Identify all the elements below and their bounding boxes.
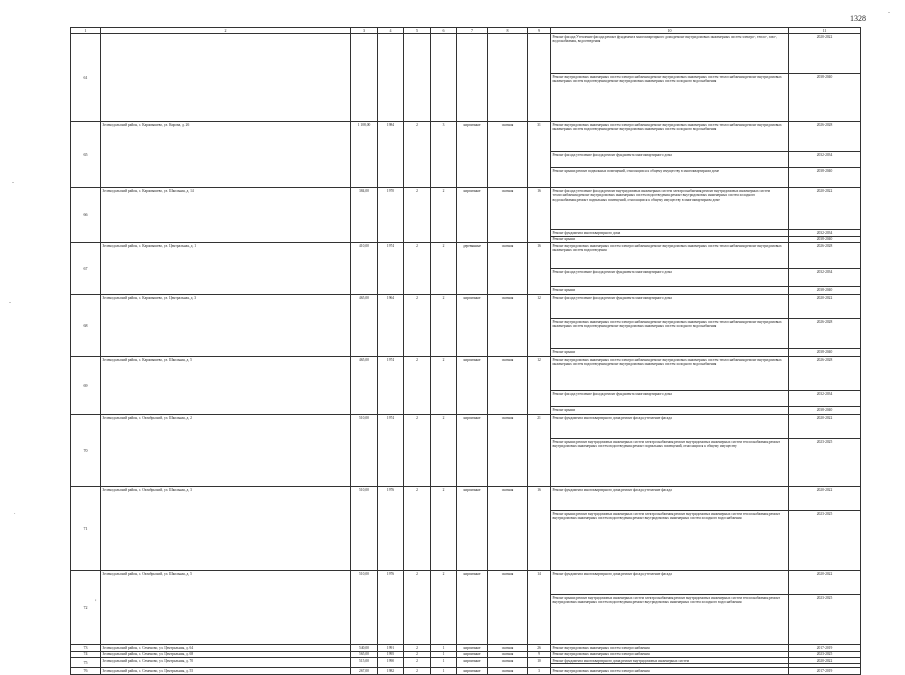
column-number: 7 — [457, 28, 488, 34]
roof-type-cell: скатная — [488, 651, 528, 657]
repair-program-table — [70, 27, 861, 675]
table-row — [71, 243, 861, 269]
area-cell: 510,00 — [351, 487, 378, 571]
period-cell: 2032-2034 — [789, 230, 861, 236]
work-type-cell: Ремонт крыши;ремонт внутридомовых инженерных систем электроснабжения;ремонт внутридомовых инженерных систем теплоснабжения;ремонт внутридомовых инженерных систем водоотведения;ремонт внутридомовых инженерных систем холодного водоснабжения — [551, 511, 789, 571]
area-cell: 410,00 — [351, 243, 378, 295]
address-cell: Зеленодольский район, с. Семеново, ул. Центральная, д. 68 — [101, 651, 351, 657]
address-cell: Зеленодольский район, с. Карамышево, ул. Школьная, д. 14 — [101, 188, 351, 243]
margin-mark: - — [888, 10, 890, 16]
entrances-cell: 2 — [431, 571, 457, 645]
row-number: 71 — [71, 487, 101, 571]
work-type-cell: Ремонт фасада;утепление фасада;ремонт фундамента многоквартирного дома — [551, 391, 789, 407]
roof-type-cell: скатная — [488, 668, 528, 674]
year-built-cell — [378, 34, 404, 122]
flats-cell: 9 — [528, 651, 551, 657]
work-type-cell: Ремонт крыши — [551, 236, 789, 242]
flats-cell: 12 — [528, 295, 551, 357]
page-number: 1328 — [850, 14, 866, 23]
work-type-cell: Ремонт внутридомовых инженерных систем электроснабжения — [551, 645, 789, 651]
flats-cell: 3 — [528, 668, 551, 674]
year-built-cell: 1976 — [378, 487, 404, 571]
area-cell — [351, 34, 378, 122]
work-type-cell: Ремонт внутридомовых инженерных систем электроснабжения;ремонт внутридомовых инженерных систем теплоснабжения;ремонт внутридомовых инженерных систем водоотведения;ремонт внутридомовых инженерных систем холодного водоснабжения — [551, 357, 789, 391]
address-cell: Зеленодольский район, с. Семеново, ул. Центральная, д. 55 — [101, 668, 351, 674]
work-type-cell: Ремонт фасада;утепление фасада;ремонт внутридомовых инженерных систем электроснабжения;ремонт внутридомовых инженерных систем теплоснабжения;ремонт внутридомовых инженерных систем водоотведения;ремонт внутридомовых инженерных систем холодного водоснабжения;ремонт подвальных помещений, относящихся к общему имуществу в многоквартирном доме — [551, 188, 789, 230]
work-type-cell: Ремонт крыши;ремонт подвальных помещений, относящихся к общему имуществу в многоквартирном доме — [551, 168, 789, 188]
roof-type-cell: скатная — [488, 571, 528, 645]
work-type-cell: Ремонт внутридомовых инженерных систем электроснабжения;ремонт внутридомовых инженерных систем теплоснабжения;ремонт внутридомовых инженерных систем водоотведения — [551, 243, 789, 269]
entrances-cell — [431, 34, 457, 122]
wall-material-cell: кирпичные — [457, 122, 488, 188]
work-type-cell: Ремонт фундамента многоквартирного дома;ремонт внутридомовых инженерных систем — [551, 658, 789, 664]
address-cell: Зеленодольский район, с. Семеново, ул. Центральная, д. 70 — [101, 658, 351, 668]
entrances-cell: 1 — [431, 645, 457, 651]
roof-type-cell: скатная — [488, 645, 528, 651]
area-cell: 465,00 — [351, 357, 378, 415]
area-cell: 384,00 — [351, 188, 378, 243]
column-number: 2 — [101, 28, 351, 34]
floors-cell: 2 — [404, 645, 431, 651]
area-cell: 540,00 — [351, 645, 378, 651]
wall-material-cell: кирпичные — [457, 415, 488, 487]
floors-cell: 2 — [404, 571, 431, 645]
address-cell: Зеленодольский район, с. Карамышево, ул. Школьная, д. 5 — [101, 357, 351, 415]
wall-material-cell: кирпичные — [457, 295, 488, 357]
year-built-cell: 1974 — [378, 357, 404, 415]
table-row — [71, 357, 861, 391]
work-type-cell: Ремонт внутридомовых инженерных систем электроснабжения;ремонт внутридомовых инженерных систем теплоснабжения;ремонт внутридомовых инженерных систем водоотведения;ремонт внутридомовых инженерных систем холодного водоснабжения — [551, 122, 789, 152]
address-cell: Зеленодольский район, с. Октябрьский, ул. Школьная, д. 5 — [101, 571, 351, 645]
row-number: 70 — [71, 415, 101, 487]
row-number: 69 — [71, 357, 101, 415]
year-built-cell: 1984 — [378, 122, 404, 188]
column-number: 4 — [378, 28, 404, 34]
work-type-cell: Ремонт фундамента многоквартирного дома;ремонт фасада;утепление фасада — [551, 571, 789, 595]
address-cell: Зеленодольский район, с. Октябрьский, ул. Школьная, д. 3 — [101, 487, 351, 571]
entrances-cell: 1 — [431, 658, 457, 668]
row-number: 68 — [71, 295, 101, 357]
table-row — [71, 415, 861, 439]
period-cell: 2020-2022 — [789, 571, 861, 595]
period-cell: 2023-2025 — [789, 439, 861, 487]
wall-material-cell: кирпичные — [457, 357, 488, 415]
work-type-cell: Ремонт крыши — [551, 407, 789, 415]
year-built-cell: 1982 — [378, 668, 404, 674]
flats-cell: 16 — [528, 243, 551, 295]
period-cell: 2026-2028 — [789, 357, 861, 391]
floors-cell: 2 — [404, 188, 431, 243]
column-number: 5 — [404, 28, 431, 34]
floors-cell: 2 — [404, 122, 431, 188]
year-built-cell: 1970 — [378, 188, 404, 243]
column-number: 11 — [789, 28, 861, 34]
period-cell: 2032-2034 — [789, 152, 861, 168]
floors-cell — [404, 34, 431, 122]
entrances-cell: 2 — [431, 243, 457, 295]
entrances-cell: 2 — [431, 357, 457, 415]
flats-cell: 21 — [528, 415, 551, 487]
area-cell: 515,00 — [351, 658, 378, 668]
wall-material-cell: кирпичные — [457, 645, 488, 651]
period-cell: 2020-2022 — [789, 658, 861, 664]
table-row — [71, 571, 861, 595]
period-cell: 2032-2034 — [789, 269, 861, 287]
period-cell: 2017-2019 — [789, 645, 861, 651]
work-type-cell: Ремонт внутридомовых инженерных систем электроснабжения;ремонт внутридомовых инженерных систем теплоснабжения;ремонт внутридомовых инженерных систем водоотведения;ремонт внутридомовых инженерных систем холодного водоснабжения — [551, 319, 789, 349]
period-cell: 2038-2040 — [789, 236, 861, 242]
flats-cell: 16 — [528, 487, 551, 571]
table-row — [71, 34, 861, 74]
period-cell: 2017-2019 — [789, 668, 861, 674]
year-built-cell: 1964 — [378, 295, 404, 357]
row-number: 73 — [71, 645, 101, 651]
work-type-cell: Ремонт фасада;Утепление фасада;ремонт фундамента многоквартирного дома;ремонт внутридомовых инженерных систем электро-, тепло-, газо-, водоснабжения, водоотведения — [551, 34, 789, 74]
column-number: 8 — [488, 28, 528, 34]
flats-cell: 14 — [528, 571, 551, 645]
table-row — [71, 668, 861, 674]
roof-type-cell: скатная — [488, 487, 528, 571]
period-cell: 2023-2025 — [789, 651, 861, 657]
area-cell: 510,00 — [351, 415, 378, 487]
period-cell: 2038-2040 — [789, 349, 861, 357]
period-cell: 2020-2022 — [789, 295, 861, 319]
wall-material-cell: кирпичные — [457, 571, 488, 645]
roof-type-cell: скатная — [488, 415, 528, 487]
flats-cell: 16 — [528, 188, 551, 243]
wall-material-cell: кирпичные — [457, 668, 488, 674]
roof-type-cell: скатная — [488, 188, 528, 243]
area-cell: 267,00 — [351, 668, 378, 674]
table-row — [71, 295, 861, 319]
period-cell: 2026-2028 — [789, 122, 861, 152]
row-number: 67 — [71, 243, 101, 295]
margin-mark: - — [12, 180, 14, 186]
wall-material-cell: кирпичные — [457, 658, 488, 668]
row-number: 74 — [71, 651, 101, 657]
floors-cell: 2 — [404, 295, 431, 357]
period-cell: 2020-2022 — [789, 188, 861, 230]
flats-cell: 10 — [528, 658, 551, 668]
roof-type-cell: скатная — [488, 122, 528, 188]
floors-cell: 2 — [404, 651, 431, 657]
column-number: 6 — [431, 28, 457, 34]
work-type-cell: Ремонт внутридомовых инженерных систем электроснабжения;ремонт внутридомовых инженерных систем теплоснабжения;ремонт внутридомовых инженерных систем водоотведения;ремонт внутридомовых инженерных систем холодного водоснабжения — [551, 74, 789, 122]
table-row — [71, 122, 861, 152]
floors-cell: 2 — [404, 668, 431, 674]
margin-mark: - — [9, 300, 11, 306]
flats-cell — [528, 34, 551, 122]
floors-cell: 2 — [404, 658, 431, 668]
work-type-cell: Ремонт крыши;ремонт внутридомовых инженерных систем электроснабжения;ремонт внутридомовых инженерных систем теплоснабжения;ремонт внутридомовых инженерных систем водоотведения;ремонт подвальных помещений, относящихся к общему имуществу — [551, 439, 789, 487]
work-type-cell: Ремонт фундамента многоквартирного дома — [551, 230, 789, 236]
entrances-cell: 2 — [431, 188, 457, 243]
floors-cell: 2 — [404, 243, 431, 295]
table-row — [71, 188, 861, 230]
wall-material-cell — [457, 34, 488, 122]
address-cell: Зеленодольский район, с. Карамышево, ул. Центральная, д. 1 — [101, 243, 351, 295]
entrances-cell: 2 — [431, 295, 457, 357]
column-number: 9 — [528, 28, 551, 34]
margin-mark: . — [14, 510, 16, 516]
row-number: 65 — [71, 122, 101, 188]
work-type-cell: Ремонт фасада;утепление фасада;ремонт фундамента многоквартирного дома — [551, 152, 789, 168]
period-cell: 2032-2034 — [789, 391, 861, 407]
work-type-cell: Ремонт внутридомовых инженерных систем электроснабжения — [551, 668, 789, 674]
row-number: 72 — [71, 571, 101, 645]
period-cell: 2038-2040 — [789, 287, 861, 295]
row-number: 61 — [71, 34, 101, 122]
period-cell: 2020-2022 — [789, 415, 861, 439]
flats-cell: 31 — [528, 122, 551, 188]
area-cell: 465,00 — [351, 295, 378, 357]
flats-cell: 26 — [528, 645, 551, 651]
floors-cell: 2 — [404, 415, 431, 487]
floors-cell: 2 — [404, 487, 431, 571]
period-cell: 2038-2040 — [789, 168, 861, 188]
entrances-cell: 1 — [431, 651, 457, 657]
period-cell: 2038-2040 — [789, 74, 861, 122]
row-number: 76 — [71, 668, 101, 674]
area-cell: 565,00 — [351, 651, 378, 657]
address-cell: Зеленодольский район, с. Семеново, ул. Центральная, д. 64 — [101, 645, 351, 651]
column-number: 1 — [71, 28, 101, 34]
work-type-cell: Ремонт крыши;ремонт внутридомовых инженерных систем электроснабжения;ремонт внутридомовых инженерных систем теплоснабжения;ремонт внутридомовых инженерных систем водоотведения;ремонт внутридомовых инженерных систем холодного водоснабжения — [551, 595, 789, 645]
row-number: 66 — [71, 188, 101, 243]
column-number: 3 — [351, 28, 378, 34]
entrances-cell: 1 — [431, 668, 457, 674]
work-type-cell: Ремонт фасада;утепление фасада;ремонт фундамента многоквартирного дома — [551, 295, 789, 319]
year-built-cell: 1991 — [378, 645, 404, 651]
address-cell — [101, 34, 351, 122]
entrances-cell: 3 — [431, 122, 457, 188]
work-type-cell: Ремонт крыши — [551, 287, 789, 295]
floors-cell: 2 — [404, 357, 431, 415]
roof-type-cell: скатная — [488, 295, 528, 357]
work-type-cell: Ремонт крыши — [551, 349, 789, 357]
period-cell: 2020-2022 — [789, 487, 861, 511]
wall-material-cell: кирпичные — [457, 651, 488, 657]
roof-type-cell: скатная — [488, 357, 528, 415]
work-type-cell: Ремонт фасада;утепление фасада;ремонт фундамента многоквартирного дома — [551, 269, 789, 287]
table-row — [71, 487, 861, 511]
table-body — [71, 34, 861, 674]
work-type-cell: Ремонт фундамента многоквартирного дома;ремонт фасада;утепление фасада — [551, 487, 789, 511]
roof-type-cell: скатная — [488, 658, 528, 668]
period-cell: 2023-2025 — [789, 595, 861, 645]
period-cell: 2026-2028 — [789, 319, 861, 349]
year-built-cell: 1995 — [378, 651, 404, 657]
flats-cell: 12 — [528, 357, 551, 415]
area-cell: 510,00 — [351, 571, 378, 645]
entrances-cell: 2 — [431, 487, 457, 571]
row-number: 75 — [71, 658, 101, 668]
address-cell: Зеленодольский район, с. Октябрьский, ул. Школьная, д. 2 — [101, 415, 351, 487]
wall-material-cell: деревянные — [457, 243, 488, 295]
period-cell: 2038-2040 — [789, 407, 861, 415]
year-built-cell: 1990 — [378, 658, 404, 668]
period-cell: 2023-2025 — [789, 511, 861, 571]
column-number: 10 — [551, 28, 789, 34]
roof-type-cell — [488, 34, 528, 122]
work-type-cell: Ремонт фундамента многоквартирного дома;ремонт фасада;утепление фасада — [551, 415, 789, 439]
wall-material-cell: кирпичные — [457, 188, 488, 243]
margin-mark: , — [95, 596, 97, 602]
address-cell: Зеленодольский район, с. Карамышево, ул. Кирова, д. 26 — [101, 122, 351, 188]
roof-type-cell: скатная — [488, 243, 528, 295]
wall-material-cell: кирпичные — [457, 487, 488, 571]
address-cell: Зеленодольский район, с. Карамышево, ул. Центральная, д. 3 — [101, 295, 351, 357]
period-cell: 2026-2028 — [789, 243, 861, 269]
year-built-cell: 1976 — [378, 571, 404, 645]
period-cell: 2020-2022 — [789, 34, 861, 74]
year-built-cell: 1974 — [378, 415, 404, 487]
area-cell: 1 108,00 — [351, 122, 378, 188]
entrances-cell: 2 — [431, 415, 457, 487]
year-built-cell: 1974 — [378, 243, 404, 295]
work-type-cell: Ремонт внутридомовых инженерных систем электроснабжения — [551, 651, 789, 657]
